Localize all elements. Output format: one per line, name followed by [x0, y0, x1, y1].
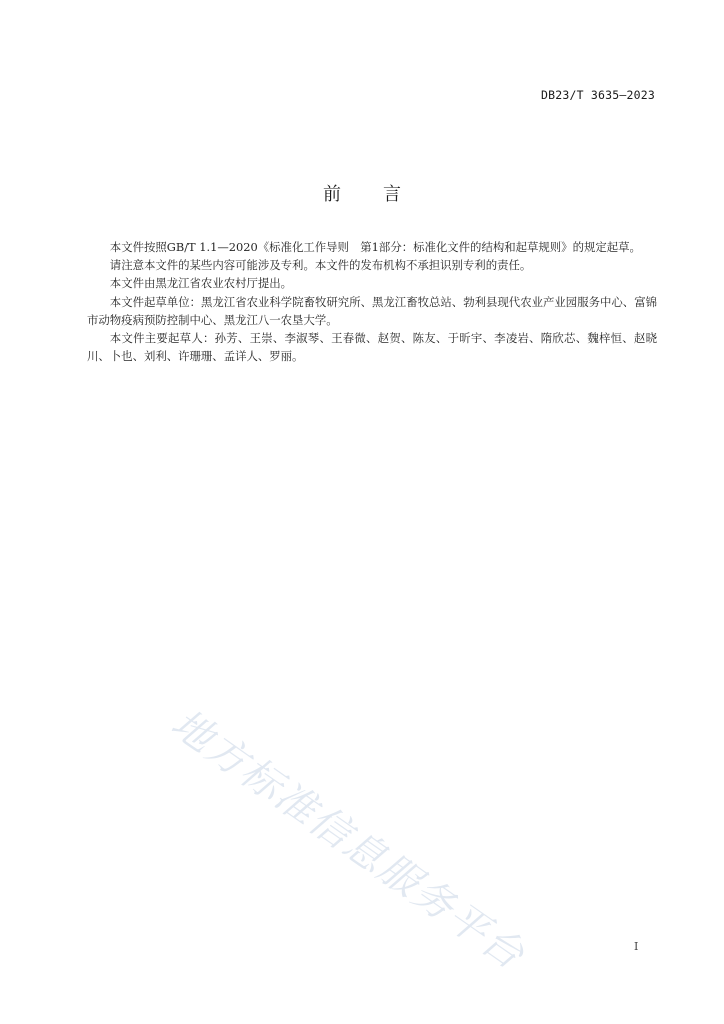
paragraph-proposer: 本文件由黑龙江省农业农村厅提出。 [109, 276, 293, 291]
page-title: 前言 [323, 184, 443, 205]
paragraph-drafters: 本文件主要起草人：孙芳、王崇、李淑琴、王春微、赵贺、陈友、于昕宇、李凌岩、隋欣芯、魏梓恒、赵晓川、卜也、刘利、许珊珊、孟详人、罗丽。 [87, 331, 657, 364]
foreword-body [87, 238, 657, 365]
page-number: I [634, 940, 639, 953]
paragraph-patent-notice: 请注意本文件的某些内容可能涉及专利。本文件的发布机构不承担识别专利的责任。 [109, 258, 532, 273]
paragraph-drafting-rules: 本文件按照GB/T 1.1—2020《标准化工作导则 第1部分：标准化文件的结构和起草规则》的规定起草。 [109, 240, 641, 254]
watermark-text: 地方标准信息服务平台 [162, 700, 534, 980]
paragraph-drafting-units: 本文件起草单位：黑龙江省农业科学院畜牧研究所、黑龙江畜牧总站、勃利县现代农业产业园服务中心、富锦市动物疫病预防控制中心、黑龙江八一农垦大学。 [87, 294, 657, 327]
document-code: DB23/T 3635—2023 [541, 88, 655, 102]
